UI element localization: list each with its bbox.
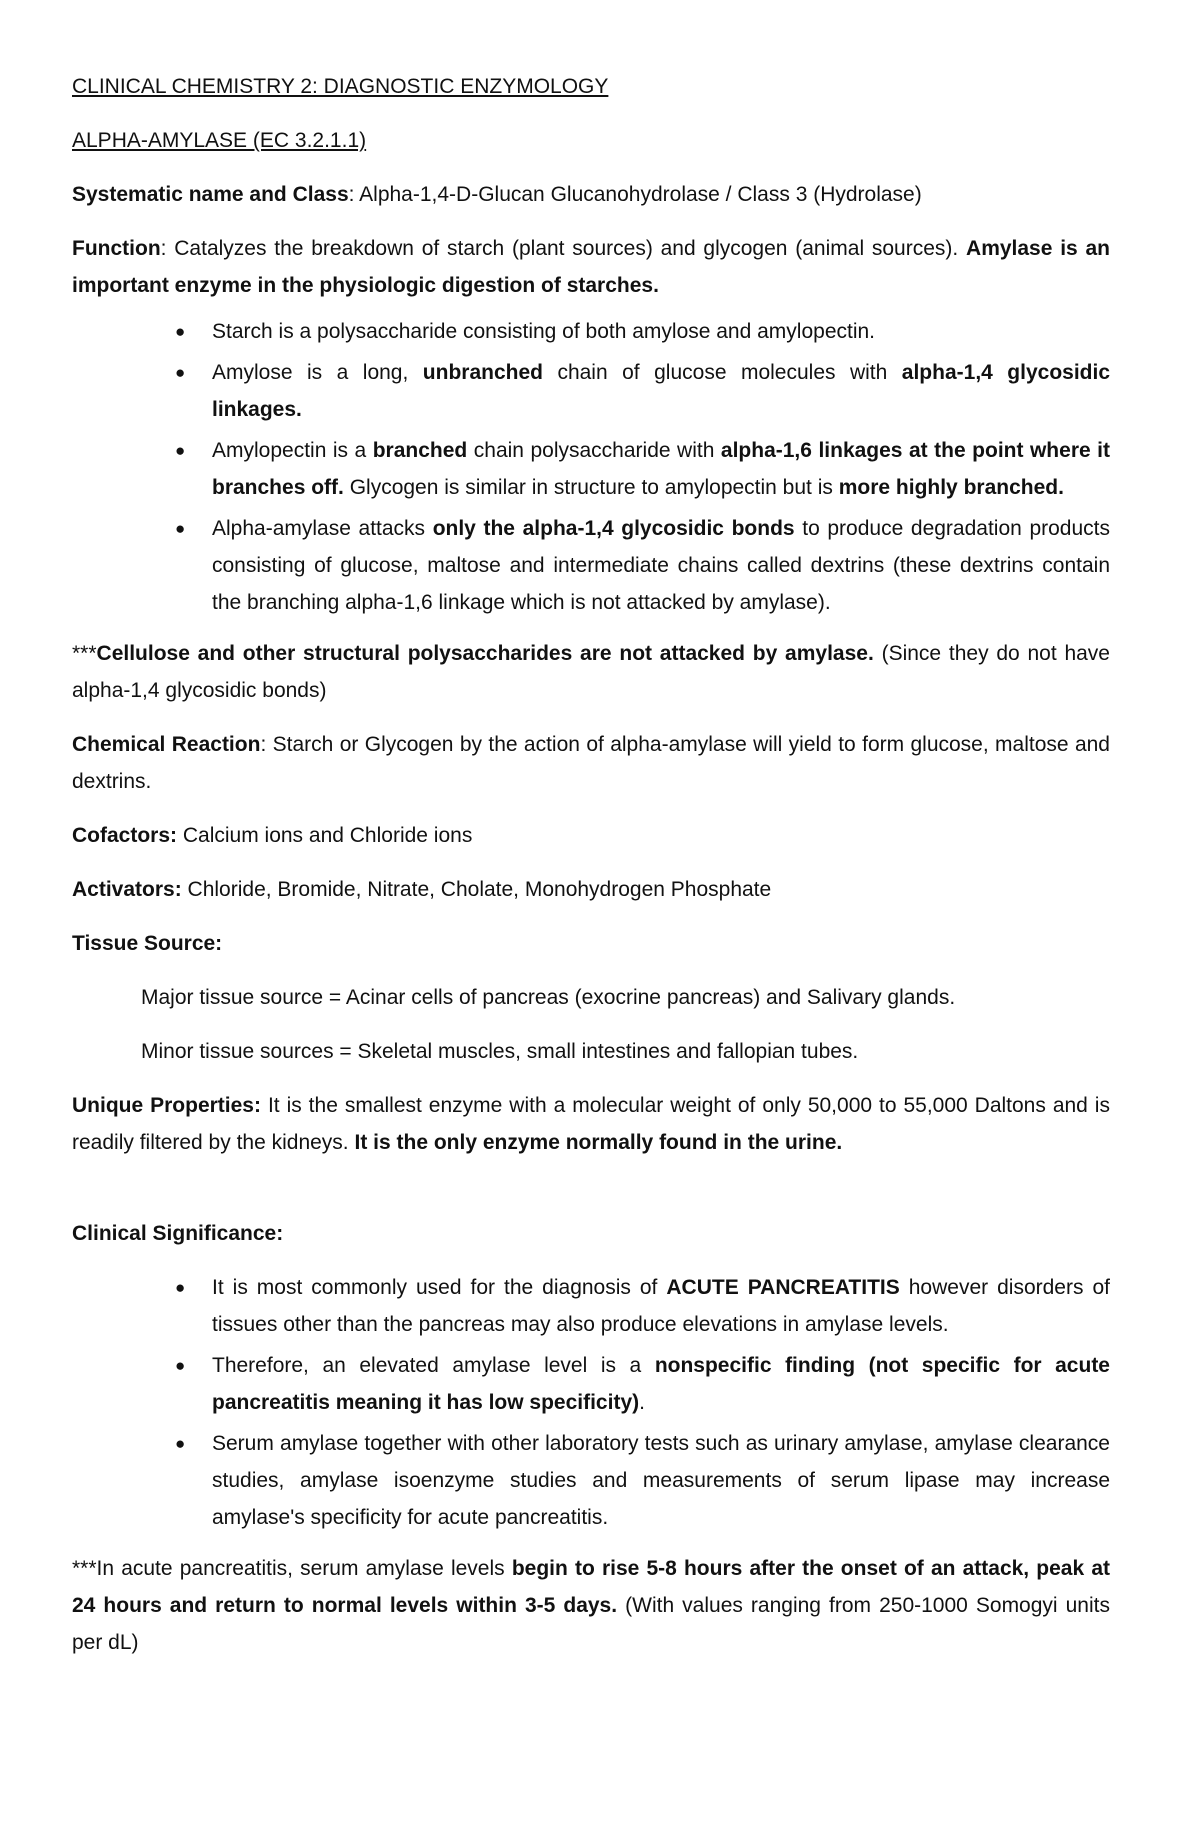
- unique-properties-paragraph: Unique Properties: It is the smallest enzyme with a molecular weight of only 50,000 to 55,000 Daltons and is readily filtered by the kidneys. It is the only enzyme normally found in the urine.: [72, 1094, 1110, 1154]
- minor-tissue-source: Minor tissue sources = Skeletal muscles, small intestines and fallopian tubes.: [141, 1040, 859, 1063]
- list-item: ● Amylopectin is a branched chain polysaccharide with alpha-1,6 linkages at the point where it branches off. Glycogen is similar in structure to amylopectin but is more highly branched.: [72, 432, 1110, 506]
- bullet-icon: ●: [175, 441, 186, 460]
- list-item: ● Therefore, an elevated amylase level is a nonspecific finding (not specific for acute pancreatitis meaning it has low specificity).: [72, 1347, 1110, 1421]
- unique-properties-label: Unique Properties:: [72, 1094, 261, 1117]
- function-bold-text: Amylase is an important enzyme in the physiologic digestion of starches.: [72, 237, 1110, 297]
- bullet-icon: ●: [175, 1278, 186, 1297]
- bullet-icon: ●: [175, 1434, 186, 1453]
- document-title: CLINICAL CHEMISTRY 2: DIAGNOSTIC ENZYMOLOGY: [72, 75, 609, 98]
- clinical-bullet-list: [72, 1269, 1110, 1536]
- clinical-significance-label: Clinical Significance:: [72, 1222, 284, 1245]
- list-item: ● Amylose is a long, unbranched chain of glucose molecules with alpha-1,4 glycosidic linkages.: [72, 354, 1110, 428]
- chemical-reaction-label: Chemical Reaction: [72, 733, 261, 756]
- list-item: ● Serum amylase together with other laboratory tests such as urinary amylase, amylase clearance studies, amylase isoenzyme studies and measurements of serum lipase may increase amylase's specificity for acute pancreatitis.: [72, 1425, 1110, 1536]
- cofactors-paragraph: Cofactors: Calcium ions and Chloride ions: [72, 824, 473, 847]
- function-label: Function: [72, 237, 161, 260]
- systematic-label: Systematic name and Class: [72, 183, 349, 206]
- activators-label: Activators:: [72, 878, 182, 901]
- list-item: ● It is most commonly used for the diagnosis of ACUTE PANCREATITIS however disorders of tissues other than the pancreas may also produce elevations in amylase levels.: [72, 1269, 1110, 1343]
- major-tissue-source: Major tissue source = Acinar cells of pancreas (exocrine pancreas) and Salivary glands.: [141, 986, 956, 1009]
- bullet-icon: ●: [175, 363, 186, 382]
- systematic-name-paragraph: [72, 176, 1110, 213]
- function-text: : Catalyzes the breakdown of starch (plant sources) and glycogen (animal sources).: [160, 237, 967, 260]
- bullet-icon: ●: [175, 519, 186, 538]
- systematic-text: : Alpha-1,4-D-Glucan Glucanohydrolase / Class 3 (Hydrolase): [348, 183, 922, 206]
- tissue-source-label: Tissue Source:: [72, 932, 223, 955]
- cofactors-label: Cofactors:: [72, 824, 178, 847]
- document-content: [72, 68, 1110, 1678]
- chemical-reaction-paragraph: Chemical Reaction: Starch or Glycogen by the action of alpha-amylase will yield to form glucose, maltose and dextrins.: [72, 733, 1110, 793]
- section-title: ALPHA-AMYLASE (EC 3.2.1.1): [72, 129, 367, 152]
- bullet-icon: ●: [175, 1356, 186, 1375]
- activators-paragraph: Activators: Chloride, Bromide, Nitrate, Cholate, Monohydrogen Phosphate: [72, 878, 772, 901]
- list-item: ● Alpha-amylase attacks only the alpha-1,4 glycosidic bonds to produce degradation products consisting of glucose, maltose and intermediate chains called dextrins (these dextrins contain the branching alpha-1,6 linkage which is not attacked by amylase).: [72, 510, 1110, 621]
- cellulose-note: ***Cellulose and other structural polysaccharides are not attacked by amylase. (Since they do not have alpha-1,4 glycosidic bonds): [72, 642, 1110, 702]
- pancreatitis-note: ***In acute pancreatitis, serum amylase levels begin to rise 5-8 hours after the onset of an attack, peak at 24 hours and return to normal levels within 3-5 days. (With values ranging from 250-1000 Somogyi units per dL): [72, 1557, 1110, 1654]
- bullet-icon: ●: [175, 322, 186, 341]
- function-paragraph: [72, 230, 1110, 304]
- starch-bullet-list: [72, 313, 1110, 621]
- spacer: [72, 1178, 1110, 1215]
- list-item: ● Starch is a polysaccharide consisting of both amylose and amylopectin.: [72, 313, 1110, 350]
